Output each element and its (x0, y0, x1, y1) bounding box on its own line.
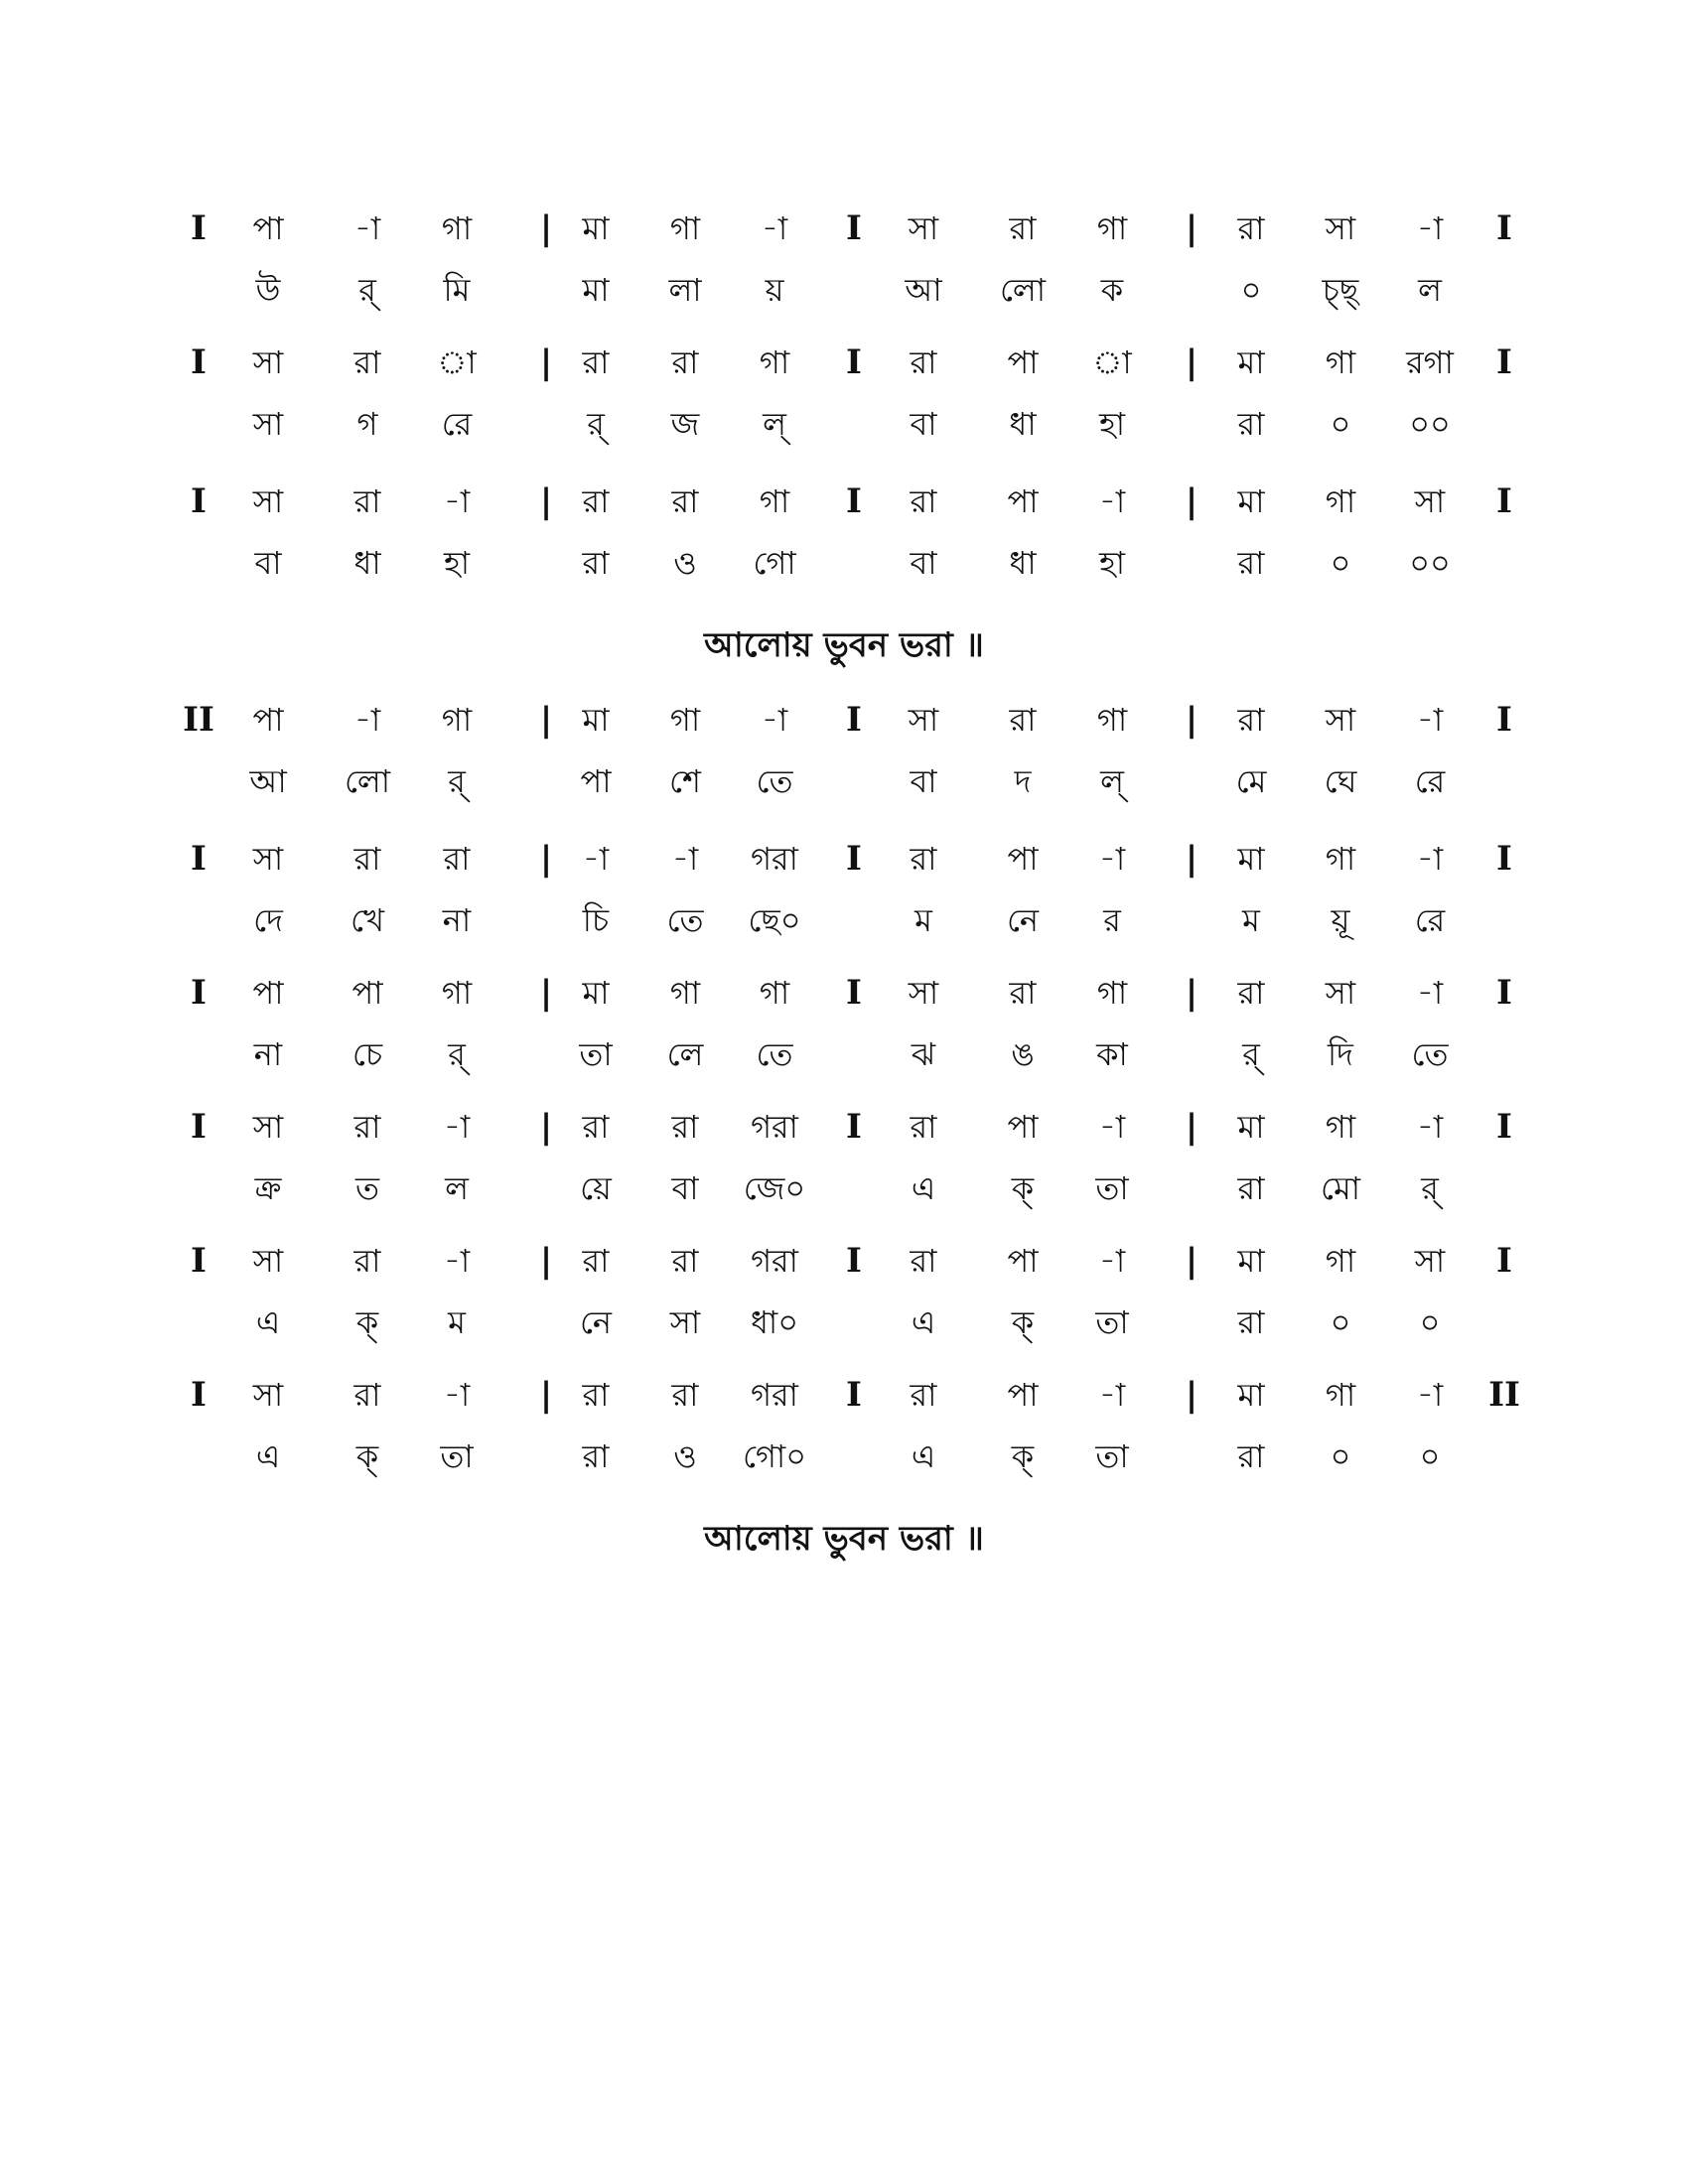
lyric-syllable: চ্ছ্ (1322, 271, 1359, 309)
note-symbol: -া (443, 482, 471, 520)
barline: I (1496, 1107, 1512, 1147)
note-symbol: মা (1237, 840, 1265, 878)
lyric-syllable: দে (253, 901, 283, 939)
note-symbol: পা (252, 209, 284, 247)
lyric-syllable: তে (756, 1035, 793, 1073)
note-symbol: রা (671, 343, 699, 381)
barline: | (1185, 973, 1198, 1013)
note-symbol: সা (252, 1242, 284, 1280)
lyric-syllable: ০০ (1409, 405, 1451, 443)
barline: I (846, 1241, 862, 1281)
lyric-syllable: ধা (1009, 405, 1037, 443)
note-symbol: গা (441, 701, 473, 739)
note-symbol: রা (1009, 209, 1037, 247)
lyric-syllable: ঙ (1011, 1035, 1035, 1073)
lyric-syllable: এ (911, 1169, 936, 1207)
note-symbol: মা (582, 701, 610, 739)
barline: II (183, 700, 214, 740)
note-symbol: গা (759, 974, 790, 1012)
barline: I (191, 481, 207, 521)
lyric-syllable: কা (1096, 1035, 1128, 1073)
lyric-syllable: র্ (1421, 1169, 1439, 1207)
lyric-syllable: নে (1006, 901, 1040, 939)
note-symbol: রা (353, 1108, 381, 1146)
note-symbol: রা (671, 482, 699, 520)
note-symbol: পা (1007, 840, 1039, 878)
note-symbol: রা (910, 840, 937, 878)
note-symbol: সা (908, 974, 939, 1012)
lyric-syllable: ০ (1240, 271, 1262, 309)
note-symbol: সা (252, 1376, 284, 1414)
lyrics-row (169, 399, 1539, 449)
stave-4 (169, 695, 1539, 814)
lyric-syllable: ঘে (1324, 762, 1357, 800)
note-symbol: সা (908, 701, 939, 739)
note-symbol: গা (1096, 209, 1128, 247)
note-symbol: রা (910, 482, 937, 520)
lyric-syllable: সা (669, 1303, 701, 1341)
note-symbol: গা (1325, 343, 1356, 381)
lyric-syllable: ক্ (1011, 1303, 1035, 1341)
lyric-syllable: ল (1418, 271, 1442, 309)
refrain-line: আলোয় ভুবন ভরা ॥ (704, 625, 984, 665)
lyric-syllable: র্ (587, 405, 605, 443)
lyric-syllable: রা (582, 544, 610, 582)
stave-3 (169, 477, 1539, 596)
note-symbol: সা (252, 343, 284, 381)
lyric-syllable: সা (252, 405, 284, 443)
barline: | (1185, 342, 1198, 382)
note-symbol: পা (1007, 1108, 1039, 1146)
lyric-syllable: ০ (1330, 405, 1351, 443)
note-symbol: পা (1007, 1376, 1039, 1414)
lyric-syllable: জে০ (743, 1169, 806, 1207)
note-symbol: গা (669, 209, 701, 247)
lyric-syllable: র (1103, 901, 1121, 939)
note-symbol: গা (1325, 482, 1356, 520)
note-symbol: সা (252, 1108, 284, 1146)
lyric-syllable: আ (905, 271, 942, 309)
lyric-syllable: খে (351, 901, 384, 939)
notes-row (169, 834, 1539, 884)
lyric-syllable: ০ (1330, 1303, 1351, 1341)
lyric-syllable: লো (344, 762, 391, 800)
note-symbol: পা (252, 701, 284, 739)
barline: I (191, 839, 207, 879)
barline: I (191, 973, 207, 1013)
lyric-syllable: ও (673, 544, 697, 582)
barline: | (539, 1107, 553, 1147)
lyric-syllable: রা (582, 1437, 610, 1475)
lyric-syllable: নে (579, 1303, 613, 1341)
notes-row (169, 1370, 1539, 1420)
lyric-syllable: গো০ (742, 1437, 807, 1475)
note-symbol: রা (910, 343, 937, 381)
lyrics-row (169, 895, 1539, 945)
barline: I (846, 839, 862, 879)
lyric-syllable: এ (911, 1437, 936, 1475)
note-symbol: গা (1325, 840, 1356, 878)
stave-1 (169, 204, 1539, 323)
lyric-syllable: বা (910, 544, 937, 582)
lyric-syllable: দি (1328, 1035, 1353, 1073)
lyric-syllable: তা (1095, 1169, 1129, 1207)
barline: I (1496, 481, 1512, 521)
note-symbol: -া (1416, 1376, 1444, 1414)
note-symbol: সা (1325, 974, 1356, 1012)
barline: I (1496, 973, 1512, 1013)
barline: | (539, 208, 553, 248)
notes-row (169, 204, 1539, 253)
lyric-syllable: বা (910, 762, 937, 800)
lyric-syllable: ল্ (763, 405, 786, 443)
note-symbol: -া (582, 840, 610, 878)
lyric-syllable: রা (1237, 405, 1265, 443)
lyric-syllable: য়ে (580, 1169, 612, 1207)
note-symbol: রা (353, 343, 381, 381)
lyrics-row (169, 1163, 1539, 1213)
lyric-syllable: এ (911, 1303, 936, 1341)
lyric-syllable: বা (254, 544, 282, 582)
note-symbol: -া (761, 701, 788, 739)
barline: | (1185, 700, 1198, 740)
lyric-syllable: রা (1237, 544, 1265, 582)
lyric-syllable: তা (440, 1437, 474, 1475)
lyric-syllable: বা (671, 1169, 699, 1207)
lyric-syllable: শে (669, 762, 701, 800)
barline: | (1185, 481, 1198, 521)
lyric-syllable: লা (668, 271, 702, 309)
lyric-syllable: র্ (358, 271, 376, 309)
barline: I (191, 1375, 207, 1415)
lyric-syllable: তে (666, 901, 704, 939)
notes-row (169, 1102, 1539, 1152)
barline: I (1496, 839, 1512, 879)
note-symbol: রগা (1406, 343, 1454, 381)
lyric-syllable: ০০ (1409, 544, 1451, 582)
barline: | (1185, 1375, 1198, 1415)
note-symbol: রা (582, 482, 610, 520)
notes-row (169, 1236, 1539, 1286)
note-symbol: রা (353, 482, 381, 520)
note-symbol: গরা (751, 840, 798, 878)
barline: | (1185, 208, 1198, 248)
note-symbol: মা (1237, 482, 1265, 520)
note-symbol: রা (443, 840, 471, 878)
barline: | (1185, 839, 1198, 879)
barline: | (1185, 1241, 1198, 1281)
note-symbol: -া (443, 1108, 471, 1146)
note-symbol: গা (441, 209, 473, 247)
note-symbol: রা (353, 1376, 381, 1414)
note-symbol: রা (1009, 974, 1037, 1012)
note-symbol: রা (910, 1376, 937, 1414)
note-symbol: রা (671, 1376, 699, 1414)
stave-8 (169, 1236, 1539, 1355)
note-symbol: গরা (751, 1376, 798, 1414)
lyric-syllable: এ (255, 1303, 281, 1341)
barline: I (846, 700, 862, 740)
lyric-syllable: ঝ (911, 1035, 936, 1073)
stave-6 (169, 968, 1539, 1087)
note-symbol: রা (582, 1376, 610, 1414)
note-symbol: রা (1237, 701, 1265, 739)
lyrics-row (169, 265, 1539, 315)
notes-row (169, 968, 1539, 1018)
lyric-syllable: তা (1095, 1303, 1129, 1341)
note-symbol: রা (671, 1242, 699, 1280)
note-symbol: -া (671, 840, 699, 878)
lyric-syllable: হা (443, 544, 471, 582)
note-symbol: গা (759, 482, 790, 520)
lyric-syllable: হা (1098, 544, 1126, 582)
lyric-syllable: ধা (353, 544, 381, 582)
lyric-syllable: য়ূ (1331, 901, 1350, 939)
lyric-syllable: ধা০ (750, 1303, 799, 1341)
lyric-syllable: গো (753, 544, 796, 582)
note-symbol: -া (761, 209, 788, 247)
lyric-syllable: বা (910, 405, 937, 443)
note-symbol: -া (1416, 209, 1444, 247)
lyrics-row (169, 1297, 1539, 1347)
note-symbol: সা (1325, 701, 1356, 739)
barline: | (539, 342, 553, 382)
lyric-syllable: জ (670, 405, 700, 443)
note-symbol: -া (1098, 482, 1126, 520)
note-symbol: -া (1098, 840, 1126, 878)
barline: I (846, 481, 862, 521)
note-symbol: -া (1098, 1108, 1126, 1146)
stave-2 (169, 338, 1539, 457)
note-symbol: সা (252, 840, 284, 878)
lyric-syllable: মি (443, 271, 471, 309)
note-symbol: মা (1237, 1242, 1265, 1280)
barline: | (1185, 1107, 1198, 1147)
lyric-syllable: ক্ (355, 1437, 379, 1475)
note-symbol: -া (443, 1376, 471, 1414)
note-symbol: গা (1325, 1376, 1356, 1414)
lyric-syllable: ধা (1009, 544, 1037, 582)
lyrics-row (169, 1029, 1539, 1079)
note-symbol: -া (1416, 974, 1444, 1012)
lyric-syllable: দ (1014, 762, 1032, 800)
note-symbol: সা (1414, 482, 1446, 520)
lyric-syllable: গ (356, 405, 378, 443)
note-symbol: মা (582, 209, 610, 247)
barline: | (539, 481, 553, 521)
lyric-syllable: লো (999, 271, 1047, 309)
lyric-syllable: তা (579, 1035, 613, 1073)
note-symbol: মা (1237, 1108, 1265, 1146)
lyric-syllable: মো (1320, 1169, 1361, 1207)
lyric-syllable: ক্ (1011, 1437, 1035, 1475)
lyric-syllable: য় (765, 271, 784, 309)
lyric-syllable: ল্ (1100, 762, 1124, 800)
note-symbol: -া (353, 209, 381, 247)
note-symbol: গরা (751, 1242, 798, 1280)
lyric-syllable: তা (1095, 1437, 1129, 1475)
note-symbol: গরা (751, 1108, 798, 1146)
note-symbol: রা (582, 343, 610, 381)
barline: | (539, 1375, 553, 1415)
note-symbol: পা (352, 974, 383, 1012)
barline: I (846, 208, 862, 248)
stave-5 (169, 834, 1539, 953)
note-symbol: সা (1414, 1242, 1446, 1280)
lyric-syllable: ০ (1330, 1437, 1351, 1475)
note-symbol: রা (353, 1242, 381, 1280)
barline: | (539, 973, 553, 1013)
lyric-syllable: এ (255, 1437, 281, 1475)
lyric-syllable: রে (1414, 901, 1446, 939)
note-symbol: গা (669, 974, 701, 1012)
note-symbol: -া (1416, 1108, 1444, 1146)
lyric-syllable: র্ (1242, 1035, 1260, 1073)
barline: I (846, 1107, 862, 1147)
barline: | (539, 700, 553, 740)
barline: I (846, 1375, 862, 1415)
lyric-syllable: ত (354, 1169, 379, 1207)
note-symbol: সা (908, 209, 939, 247)
barline: I (1496, 208, 1512, 248)
note-symbol: া (437, 343, 477, 381)
lyric-syllable: ম (914, 901, 932, 939)
lyric-syllable: ক্র (254, 1169, 282, 1207)
barline: I (846, 973, 862, 1013)
lyric-syllable: লে (666, 1035, 704, 1073)
lyric-syllable: ০ (1330, 544, 1351, 582)
lyric-syllable: ক (1100, 271, 1124, 309)
barline: I (191, 342, 207, 382)
lyric-syllable: উ (255, 271, 281, 309)
lyric-syllable: ল (445, 1169, 469, 1207)
note-symbol: রা (910, 1108, 937, 1146)
lyric-syllable: তে (1411, 1035, 1449, 1073)
note-symbol: -া (1098, 1376, 1126, 1414)
note-symbol: রা (582, 1108, 610, 1146)
lyric-syllable: র্ (448, 762, 466, 800)
lyric-syllable: ০ (1419, 1303, 1441, 1341)
lyric-syllable: ম (448, 1303, 466, 1341)
lyric-syllable: ক্ (1011, 1169, 1035, 1207)
note-symbol: -া (1416, 840, 1444, 878)
note-symbol: গা (1325, 1242, 1356, 1280)
lyric-syllable: তে (756, 762, 793, 800)
note-symbol: রা (353, 840, 381, 878)
note-symbol: সা (252, 482, 284, 520)
lyric-syllable: না (442, 901, 472, 939)
lyric-syllable: রা (1237, 1437, 1265, 1475)
note-symbol: গা (441, 974, 473, 1012)
barline: I (191, 208, 207, 248)
note-symbol: পা (252, 974, 284, 1012)
note-symbol: গা (669, 701, 701, 739)
note-symbol: রা (1009, 701, 1037, 739)
barline: I (1496, 1241, 1512, 1281)
refrain-line-end: আলোয় ভুবন ভরা ॥ (704, 1519, 984, 1559)
note-symbol: -া (1416, 701, 1444, 739)
lyric-syllable: না (253, 1035, 283, 1073)
lyric-syllable: ছে০ (748, 901, 801, 939)
note-symbol: মা (582, 974, 610, 1012)
barline: I (191, 1241, 207, 1281)
lyric-syllable: রা (1237, 1303, 1265, 1341)
note-symbol: পা (1007, 1242, 1039, 1280)
notes-row (169, 338, 1539, 387)
note-symbol: রা (582, 1242, 610, 1280)
lyric-syllable: আ (249, 762, 287, 800)
lyric-syllable: চি (582, 901, 610, 939)
stave-9 (169, 1370, 1539, 1489)
barline: I (1496, 700, 1512, 740)
barline: | (539, 839, 553, 879)
note-symbol: রা (1237, 974, 1265, 1012)
stave-7 (169, 1102, 1539, 1221)
barline: I (191, 1107, 207, 1147)
note-symbol: সা (1325, 209, 1356, 247)
lyric-syllable: ও (673, 1437, 697, 1475)
note-symbol: রা (910, 1242, 937, 1280)
lyric-syllable: মা (582, 271, 610, 309)
note-symbol: -া (1098, 1242, 1126, 1280)
lyric-syllable: র্ (448, 1035, 466, 1073)
note-symbol: মা (1237, 343, 1265, 381)
notes-row (169, 477, 1539, 526)
lyrics-row (169, 538, 1539, 588)
barline: I (846, 342, 862, 382)
notes-row (169, 695, 1539, 745)
lyric-syllable: হা (1098, 405, 1126, 443)
note-symbol: মা (1237, 1376, 1265, 1414)
lyric-syllable: রে (441, 405, 473, 443)
lyric-syllable: রা (1237, 1169, 1265, 1207)
note-symbol: গা (1096, 974, 1128, 1012)
lyric-syllable: চে (352, 1035, 383, 1073)
lyric-syllable: ০ (1419, 1437, 1441, 1475)
lyric-syllable: ক্ (355, 1303, 379, 1341)
note-symbol: া (1092, 343, 1132, 381)
lyric-syllable: ম (1242, 901, 1260, 939)
lyric-syllable: রে (1414, 762, 1446, 800)
note-symbol: গা (1325, 1108, 1356, 1146)
note-symbol: পা (1007, 343, 1039, 381)
lyrics-row (169, 756, 1539, 806)
note-symbol: গা (759, 343, 790, 381)
barline: II (1488, 1375, 1520, 1415)
note-symbol: রা (671, 1108, 699, 1146)
barline: I (1496, 342, 1512, 382)
lyrics-row (169, 1432, 1539, 1481)
note-symbol: গা (1096, 701, 1128, 739)
barline: | (539, 1241, 553, 1281)
note-symbol: পা (1007, 482, 1039, 520)
lyric-syllable: মে (1235, 762, 1267, 800)
lyric-syllable: পা (580, 762, 612, 800)
note-symbol: -া (353, 701, 381, 739)
note-symbol: রা (1237, 209, 1265, 247)
note-symbol: -া (443, 1242, 471, 1280)
